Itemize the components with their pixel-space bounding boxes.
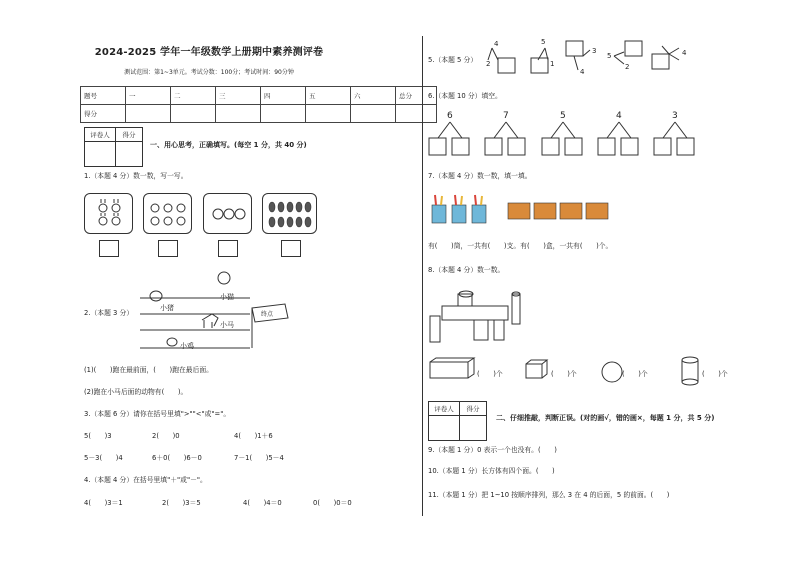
count-box-2 bbox=[143, 193, 192, 234]
label-chick: 小鸡 bbox=[180, 342, 194, 350]
grader-cell[interactable] bbox=[85, 142, 116, 167]
question-10: 10.（本题 1 分）长方体有四个面。( ) bbox=[428, 467, 555, 475]
question-2: 2.（本题 3 分） bbox=[84, 309, 134, 317]
score-cell: 题号 bbox=[81, 87, 126, 105]
question-5: 5.（本题 5 分） bbox=[428, 56, 478, 64]
q5-number: 1 bbox=[550, 60, 555, 68]
grader-label: 得分 bbox=[460, 402, 487, 416]
score-input-cell[interactable] bbox=[306, 105, 351, 123]
q4-item: 2( )3＝5 bbox=[162, 499, 201, 507]
answer-box[interactable] bbox=[99, 240, 119, 257]
question-7-answer-line: 有( )筒，一共有( )支。有( )盒，一共有( )个。 bbox=[428, 242, 613, 250]
question-4: 4.（本题 4 分）在括号里填"＋"或"－"。 bbox=[84, 476, 207, 484]
bunny-icon bbox=[85, 194, 134, 235]
q5-number: 5 bbox=[541, 38, 546, 46]
q3-item: 4( )1＋6 bbox=[234, 432, 273, 440]
q4-item: 4( )3＝1 bbox=[84, 499, 123, 507]
question-6: 6.（本题 10 分）填空。 bbox=[428, 92, 502, 100]
score-cell: 四 bbox=[261, 87, 306, 105]
pencil-cups-illustration bbox=[430, 193, 620, 227]
count-box-4 bbox=[262, 193, 317, 234]
score-cell: 五 bbox=[306, 87, 351, 105]
grader-cell[interactable] bbox=[116, 142, 143, 167]
label-horse: 小马 bbox=[220, 321, 234, 329]
q3-item: 2( )0 bbox=[152, 432, 180, 440]
column-divider bbox=[422, 36, 423, 516]
q8-count: ( )个 bbox=[702, 370, 728, 378]
q5-number: 3 bbox=[592, 47, 597, 55]
question-3: 3.（本题 6 分）请你在括号里填">""<"或"="。 bbox=[84, 410, 231, 418]
q5-number: 5 bbox=[607, 52, 612, 60]
blocks-illustration bbox=[428, 288, 538, 344]
q6-top-number: 5 bbox=[560, 111, 566, 121]
section-2-heading: 二、仔细推敲，判断正误。(对的画√，错的画×，每题 1 分，共 5 分) bbox=[496, 414, 715, 422]
q3-item: 6＋0( )6－0 bbox=[152, 454, 202, 462]
score-cell: 一 bbox=[126, 87, 171, 105]
score-table-header-row bbox=[81, 87, 437, 105]
grader-cell[interactable] bbox=[460, 416, 487, 441]
question-2-part-2: (2)跑在小马后面的动物有( )。 bbox=[84, 388, 188, 396]
score-table bbox=[80, 86, 437, 123]
exam-info: 测试范围：第1~3单元。考试分数：100分；考试时间：90分钟 bbox=[124, 69, 294, 76]
q5-number: 4 bbox=[494, 40, 499, 48]
q8-count: ( )个 bbox=[477, 370, 503, 378]
question-11: 11.（本题 1 分）把 1~10 按顺序排列，那么 3 在 4 的后面，5 的前面。( ) bbox=[428, 491, 670, 499]
score-input-cell[interactable] bbox=[396, 105, 437, 123]
apple-icon bbox=[144, 194, 193, 235]
question-7: 7.（本题 4 分）数一数，填一填。 bbox=[428, 172, 532, 180]
q6-top-number: 6 bbox=[447, 111, 453, 121]
q5-number: 4 bbox=[682, 49, 687, 57]
score-cell: 总分 bbox=[396, 87, 437, 105]
q4-item: 4( )4＝0 bbox=[243, 499, 282, 507]
score-cell: 三 bbox=[216, 87, 261, 105]
question-2-part-1: (1)( )跑在最前面，( )跑在最后面。 bbox=[84, 366, 213, 374]
question-9: 9.（本题 1 分）0 表示一个也没有。( ) bbox=[428, 446, 557, 454]
score-cell: 二 bbox=[171, 87, 216, 105]
q3-item: 7－1( )5－4 bbox=[234, 454, 284, 462]
score-input-cell[interactable] bbox=[261, 105, 306, 123]
label-cat: 小猫 bbox=[220, 293, 234, 301]
grader-label: 评卷人 bbox=[429, 402, 460, 416]
answer-box[interactable] bbox=[218, 240, 238, 257]
answer-box[interactable] bbox=[281, 240, 301, 257]
section-1-heading: 一、用心思考，正确填写。(每空 1 分，共 40 分) bbox=[150, 141, 307, 149]
circle-icon bbox=[204, 194, 253, 235]
q8-count: ( )个 bbox=[622, 370, 648, 378]
grader-label: 得分 bbox=[116, 128, 143, 142]
count-box-1 bbox=[84, 193, 133, 234]
label-finish: 终点 bbox=[261, 311, 274, 318]
question-8: 8.（本题 4 分）数一数。 bbox=[428, 266, 505, 274]
q6-top-number: 3 bbox=[672, 111, 678, 121]
score-table-score-row bbox=[81, 105, 437, 123]
score-cell: 得分 bbox=[81, 105, 126, 123]
label-pig: 小猪 bbox=[160, 304, 174, 312]
q8-count: ( )个 bbox=[551, 370, 577, 378]
grader-label: 评卷人 bbox=[85, 128, 116, 142]
count-box-3 bbox=[203, 193, 252, 234]
grader-box bbox=[84, 127, 143, 167]
question-1: 1.（本题 4 分）数一数，写一写。 bbox=[84, 172, 188, 180]
score-cell: 六 bbox=[351, 87, 396, 105]
score-input-cell[interactable] bbox=[351, 105, 396, 123]
q5-number: 2 bbox=[486, 60, 491, 68]
answer-box[interactable] bbox=[158, 240, 178, 257]
q6-top-number: 7 bbox=[503, 111, 509, 121]
grader-box bbox=[428, 401, 487, 441]
pineapple-icon bbox=[263, 194, 318, 235]
q6-split-trees bbox=[428, 122, 698, 162]
q4-item: 0( )0＝0 bbox=[313, 499, 352, 507]
q3-item: 5( )3 bbox=[84, 432, 112, 440]
q5-number: 4 bbox=[580, 68, 585, 76]
q5-number: 2 bbox=[625, 63, 630, 71]
grader-cell[interactable] bbox=[429, 416, 460, 441]
number-split-diagram bbox=[482, 40, 692, 80]
q6-top-number: 4 bbox=[616, 111, 622, 121]
q3-item: 5－3( )4 bbox=[84, 454, 123, 462]
score-input-cell[interactable] bbox=[171, 105, 216, 123]
page-title: 2024-2025 学年一年级数学上册期中素养测评卷 bbox=[94, 47, 324, 58]
score-input-cell[interactable] bbox=[126, 105, 171, 123]
score-input-cell[interactable] bbox=[216, 105, 261, 123]
